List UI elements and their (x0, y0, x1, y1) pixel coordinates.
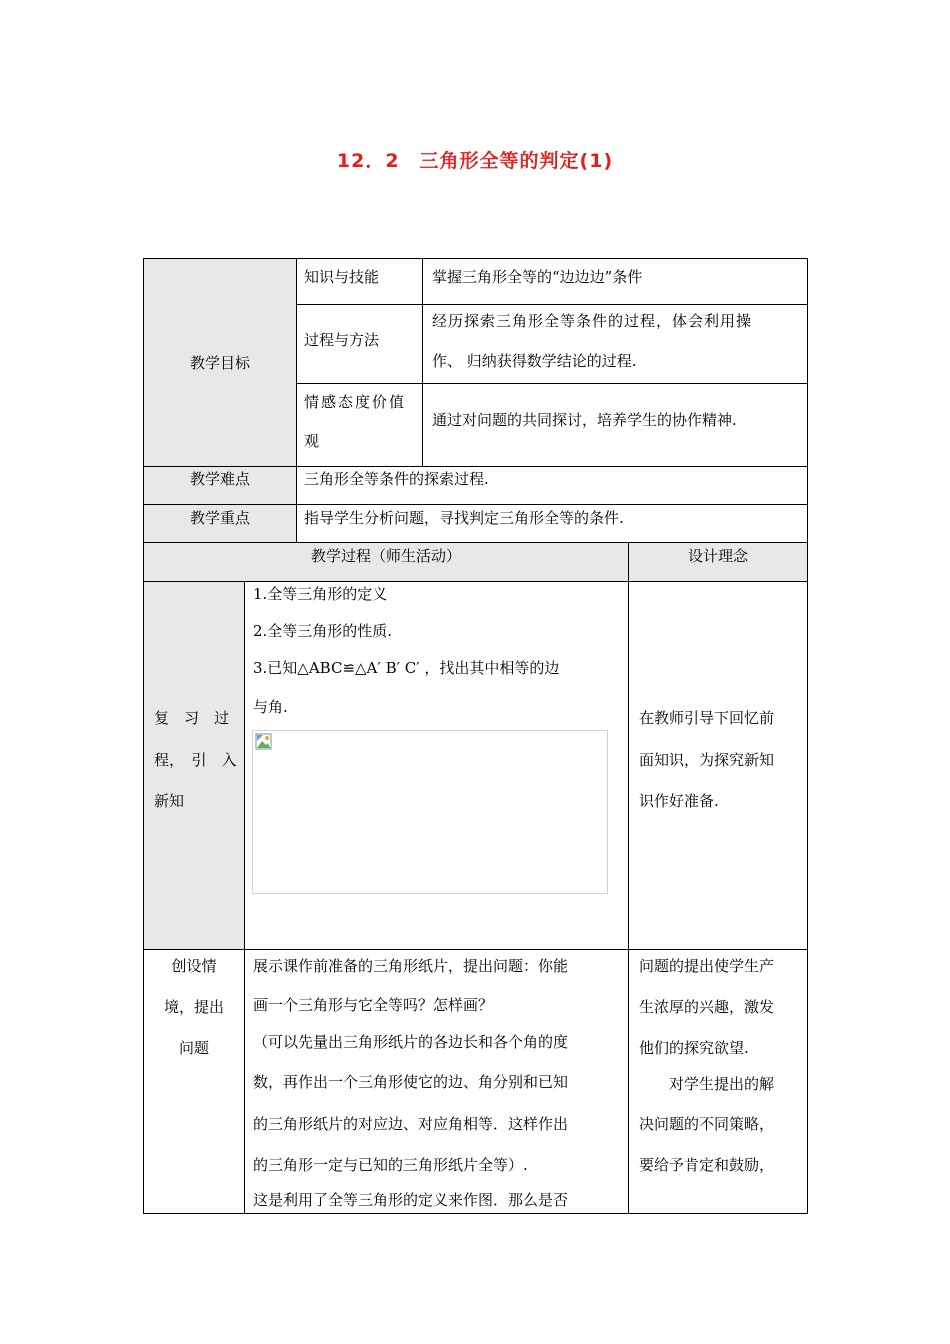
situation-concept: 问题的提出使学生产 (639, 957, 775, 975)
grid-line (296, 383, 808, 384)
objective-content: 掌握三角形全等的“边边边”条件 (432, 268, 643, 286)
objective-category: 观 (304, 432, 320, 450)
situation-label: 创设情 (171, 957, 217, 975)
objective-content: 作、 归纳获得数学结论的过程. (432, 352, 637, 370)
difficulty-label: 教学难点 (189, 470, 250, 488)
key-point-content: 指导学生分析问题，寻找判定三角形全等的条件. (304, 509, 624, 527)
broken-image-placeholder (252, 730, 608, 894)
situation-concept: 要给予肯定和鼓励， (639, 1156, 775, 1174)
situation-label: 境，提出 (163, 998, 224, 1016)
review-label: 程， 引 入 (154, 751, 237, 769)
grid-line (143, 258, 808, 259)
review-concept: 识作好准备. (639, 792, 719, 810)
grid-line (143, 581, 808, 582)
situation-content: 展示课作前准备的三角形纸片，提出问题：你能 (253, 957, 569, 975)
page-title: 12．2 三角形全等的判定(1) (336, 150, 614, 172)
review-item: 1.全等三角形的定义 (253, 585, 388, 603)
broken-image-icon (255, 733, 272, 750)
grid-line (143, 1213, 808, 1214)
situation-content: 的三角形一定与已知的三角形纸片全等）. (253, 1156, 528, 1174)
situation-concept: 决问题的不同策略， (639, 1115, 775, 1133)
situation-content: 画一个三角形与它全等吗？怎样画？ (253, 996, 494, 1014)
grid-line (807, 258, 808, 1214)
situation-label: 问题 (178, 1039, 209, 1057)
process-concept-header: 设计理念 (687, 547, 748, 565)
review-concept: 在教师引导下回忆前 (639, 709, 775, 727)
review-item: 2.全等三角形的性质. (253, 622, 393, 640)
key-point-label: 教学重点 (189, 509, 250, 527)
objective-content: 通过对问题的共同探讨，培养学生的协作精神. (432, 411, 737, 429)
objective-category: 知识与技能 (304, 268, 380, 286)
grid-line (143, 542, 808, 543)
review-item: 与角. (253, 698, 288, 716)
objective-category: 过程与方法 (304, 331, 380, 349)
grid-line (143, 949, 808, 950)
grid-line (244, 581, 245, 1214)
situation-content: 数，再作出一个三角形使它的边、角分别和已知 (253, 1073, 569, 1091)
situation-content: 这是利用了全等三角形的定义来作图．那么是否 (253, 1191, 569, 1209)
situation-concept: 生浓厚的兴趣，激发 (639, 998, 775, 1016)
grid-line (143, 504, 808, 505)
grid-line (296, 304, 808, 305)
review-concept: 面知识，为探究新知 (639, 751, 775, 769)
grid-line (296, 258, 297, 543)
situation-content: 的三角形纸片的对应边、对应角相等．这样作出 (253, 1115, 569, 1133)
grid-line (628, 542, 629, 1214)
grid-line (143, 258, 144, 1214)
grid-line (422, 258, 423, 466)
process-activity-header: 教学过程（师生活动） (310, 547, 461, 565)
objectives-header: 教学目标 (189, 354, 250, 372)
situation-concept: 对学生提出的解 (669, 1075, 775, 1093)
review-item: 3.已知△ABC≌△A′ B′ C′ ，找出其中相等的边 (253, 659, 560, 677)
objective-category: 情感态度价值 (304, 393, 407, 411)
situation-concept: 他们的探究欲望. (639, 1039, 749, 1057)
review-label: 复 习 过 (154, 709, 230, 727)
grid-line (143, 466, 808, 467)
review-label: 新知 (154, 792, 185, 810)
difficulty-content: 三角形全等条件的探索过程. (304, 470, 489, 488)
objective-content: 经历探索三角形全等条件的过程，体会利用操 (432, 312, 753, 330)
situation-content: （可以先量出三角形纸片的各边长和各个角的度 (253, 1033, 569, 1051)
